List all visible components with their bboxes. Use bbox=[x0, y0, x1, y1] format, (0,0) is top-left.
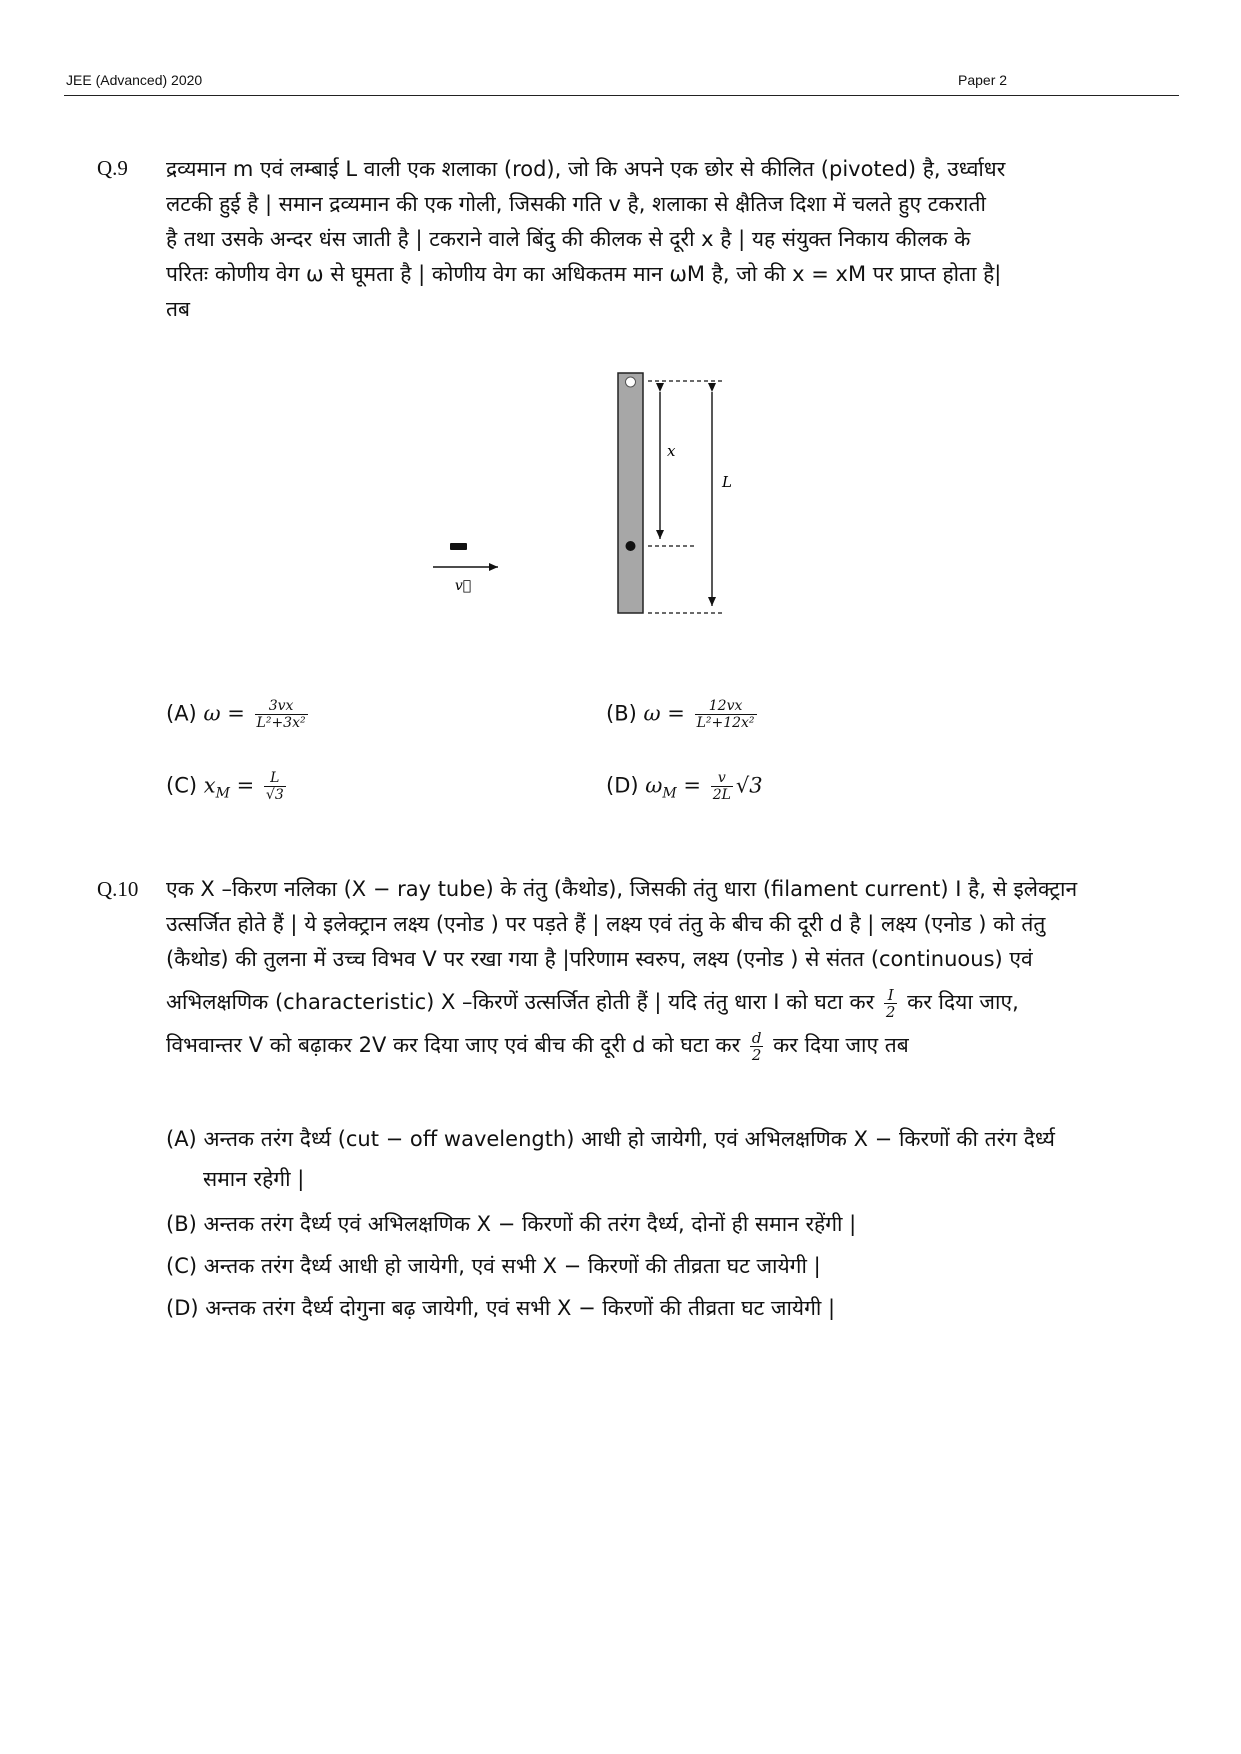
q9-option-c-num: L bbox=[264, 770, 286, 787]
q9-option-b bbox=[606, 698, 760, 731]
q10-line-2: उत्सर्जित होते हैं | ये इलेक्ट्रान लक्ष्य (एनोड ) पर पड़ते हैं | लक्ष्य एवं तंतु के बीच की दूरी d है | लक्ष्य (एनोड ) को तंतु bbox=[166, 912, 1046, 936]
q10-option-c-label: (C) bbox=[166, 1254, 198, 1278]
q9-option-a-lhs: ω = bbox=[203, 701, 245, 726]
header-paper-number: Paper 2 bbox=[958, 72, 1008, 88]
q10-fraction-I-den: 2 bbox=[885, 1002, 896, 1021]
header-exam-title: JEE (Advanced) 2020 bbox=[66, 72, 203, 88]
q9-option-c-eq: = bbox=[229, 773, 255, 798]
q10-option-b bbox=[166, 1210, 856, 1238]
q9-option-a-fraction bbox=[255, 698, 308, 731]
q9-option-b-den: L²+12x² bbox=[696, 715, 755, 731]
q9-number: Q.9 bbox=[97, 156, 128, 180]
q9-line-4: परितः कोणीय वेग ω से घूमता है | कोणीय वेग का अधिकतम मान ωM है, जो की x = xM पर प्राप्त होता है| bbox=[166, 262, 1002, 286]
impact-point bbox=[626, 541, 636, 551]
velocity-label: v⃗ bbox=[454, 578, 472, 594]
q9-line-1: द्रव्यमान m एवं लम्बाई L वाली एक शलाका (rod), जो कि अपने एक छोर से कीलित (pivoted) है, उर्ध्वाधर bbox=[166, 157, 1006, 181]
q10-line-5-tail: कर दिया जाए तब bbox=[773, 1033, 909, 1057]
q10-option-a-line-1: अन्तक तरंग दैर्ध्य (cut − off wavelength) आधी हो जायेगी, एवं अभिलक्षणिक X − किरणों की तरंग दैर्ध्य bbox=[203, 1127, 1055, 1151]
header-rule bbox=[64, 95, 1179, 96]
q9-option-a-num: 3vx bbox=[255, 698, 308, 715]
q10-fraction-d-num: d bbox=[751, 1028, 762, 1047]
q10-line-1: एक X –किरण नलिका (X − ray tube) के तंतु (कैथोड), जिसकी तंतु धारा (filament current) I है, से इलेक्ट्रान bbox=[166, 877, 1078, 901]
q10-fraction-d bbox=[750, 1030, 764, 1063]
rod-bullet-figure bbox=[420, 365, 740, 635]
q10-option-b-text: अन्तक तरंग दैर्ध्य एवं अभिलक्षणिक X − किरणों की तरंग दैर्ध्य, दोनों ही समान रहेंगी | bbox=[203, 1212, 857, 1236]
q10-option-d bbox=[166, 1294, 835, 1322]
q9-option-d-eq: = bbox=[676, 773, 701, 798]
q10-option-a-label: (A) bbox=[166, 1127, 197, 1151]
q9-text bbox=[166, 152, 1005, 327]
q9-option-d-tail: √3 bbox=[735, 773, 763, 798]
x-label: x bbox=[667, 442, 676, 460]
q10-line-4 bbox=[166, 985, 1077, 1020]
q9-option-d-lhs: ω bbox=[645, 773, 663, 798]
q10-option-a-cont: समान रहेगी | bbox=[203, 1167, 305, 1191]
q9-option-d-label: (D) bbox=[606, 773, 639, 798]
q9-option-b-fraction bbox=[695, 698, 757, 731]
q9-line-5: तब bbox=[166, 297, 190, 321]
q10-fraction-I bbox=[884, 987, 898, 1020]
q10-line-5-text: विभवान्तर V को बढ़ाकर 2V कर दिया जाए एवं बीच की दूरी d को घटा कर bbox=[166, 1033, 741, 1057]
q9-option-c bbox=[166, 770, 289, 803]
q10-fraction-d-den: 2 bbox=[751, 1045, 762, 1064]
q9-option-b-lhs: ω = bbox=[643, 701, 685, 726]
q9-option-a bbox=[166, 698, 311, 731]
q9-option-d-den: 2L bbox=[712, 787, 731, 803]
q9-option-a-den: L²+3x² bbox=[256, 715, 306, 731]
q9-option-d-num: v bbox=[711, 770, 733, 787]
q10-line-4-tail: कर दिया जाए, bbox=[907, 990, 1019, 1014]
q10-option-c bbox=[166, 1252, 821, 1280]
q9-line-3: है तथा उसके अन्दर धंस जाती है | टकराने वाले बिंदु की कीलक से दूरी x है | यह संयुक्त निकाय कीलक के bbox=[166, 227, 971, 251]
q9-option-c-lhs: x bbox=[203, 773, 216, 798]
q9-option-d-lhs-sub: M bbox=[662, 785, 677, 802]
q9-option-b-num: 12vx bbox=[695, 698, 757, 715]
bullet bbox=[450, 543, 467, 550]
q10-option-d-label: (D) bbox=[166, 1296, 199, 1320]
q10-option-a bbox=[166, 1125, 1055, 1153]
q10-text bbox=[166, 872, 1077, 1063]
rod bbox=[618, 373, 643, 613]
q10-number: Q.10 bbox=[97, 877, 139, 901]
q9-option-c-den: √3 bbox=[265, 787, 284, 803]
q9-option-d bbox=[606, 770, 763, 803]
q9-option-c-fraction bbox=[264, 770, 286, 803]
q9-option-c-label: (C) bbox=[166, 773, 198, 798]
pivot-point bbox=[626, 377, 636, 387]
q10-line-4-text: अभिलक्षणिक (characteristic) X –किरणें उत्सर्जित होती हैं | यदि तंतु धारा I को घटा कर bbox=[166, 990, 875, 1014]
q9-option-c-lhs-sub: M bbox=[215, 785, 230, 802]
q10-option-b-label: (B) bbox=[166, 1212, 197, 1236]
q10-line-5 bbox=[166, 1028, 1077, 1063]
q10-fraction-I-num: I bbox=[884, 987, 898, 1004]
q9-option-a-label: (A) bbox=[166, 701, 197, 726]
q10-option-c-text: अन्तक तरंग दैर्ध्य आधी हो जायेगी, एवं सभी X − किरणों की तीव्रता घट जायेगी | bbox=[203, 1254, 821, 1278]
q10-line-3: (कैथोड) की तुलना में उच्च विभव V पर रखा गया है |परिणाम स्वरुप, लक्ष्य (एनोड ) से संतत (continuous) एवं bbox=[166, 947, 1033, 971]
q9-line-2: लटकी हुई है | समान द्रव्यमान की एक गोली, जिसकी गति v है, शलाका से क्षैतिज दिशा में चलते हुए टकराती bbox=[166, 192, 986, 216]
q10-option-d-text: अन्तक तरंग दैर्ध्य दोगुना बढ़ जायेगी, एवं सभी X − किरणों की तीव्रता घट जायेगी | bbox=[205, 1296, 836, 1320]
q9-option-b-label: (B) bbox=[606, 701, 637, 726]
q9-option-d-fraction bbox=[711, 770, 733, 803]
L-label: L bbox=[722, 473, 732, 491]
